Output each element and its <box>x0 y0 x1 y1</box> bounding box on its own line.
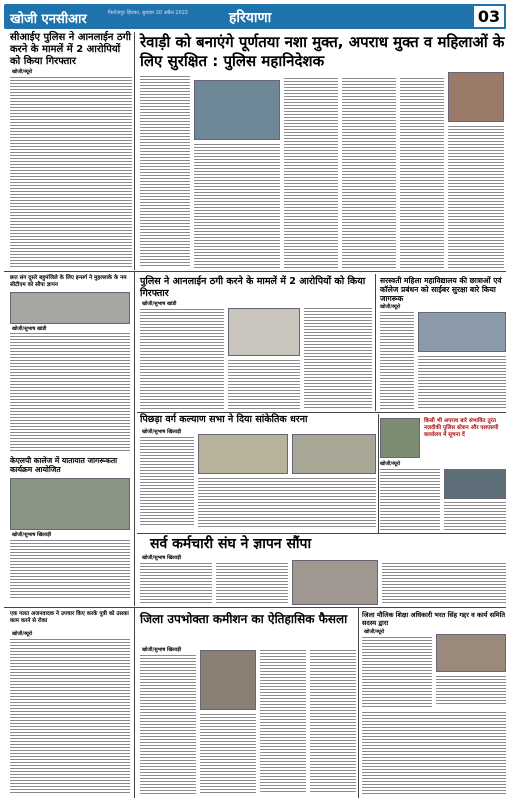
article-body <box>342 78 396 268</box>
article-body <box>140 309 224 409</box>
headline-nayak: किसी भी अपराध बारे संभावित तुरंत नज़दीकी पुलिस स्टेशन और एसएसपी कार्यालय में सूचना दें <box>424 418 499 438</box>
article-body <box>140 76 190 268</box>
byline: खोजी/सुभाष खिलाड़ी <box>12 532 52 538</box>
headline-dharna: पिछड़ा वर्ग कल्याण सभा ने दिया सांकेतिक धरना <box>140 414 308 425</box>
article-body <box>10 540 130 600</box>
article-body <box>362 712 506 794</box>
headline-cid: सीआईए पुलिस ने आनलाईन ठगी करने के मामलें में 2 आरोपियों को किया गिरफ्तार <box>10 32 131 67</box>
byline: खोजी/ब्यूरो <box>380 461 401 467</box>
article-body <box>198 478 376 528</box>
article-body <box>418 356 506 410</box>
article-body <box>362 637 432 707</box>
article-body <box>436 676 506 706</box>
article-body <box>216 563 288 605</box>
article-body <box>310 650 356 794</box>
event-photo <box>194 80 280 140</box>
byline: खोजी/ब्यूरो <box>12 69 33 75</box>
byline: खोजी/सुभाष खिलाड़ी <box>142 429 182 435</box>
brand-name: खोजी एनसीआर <box>10 12 87 27</box>
row-divider <box>137 412 506 413</box>
headline-saraswati: सरस्वती महिला महाविद्यालय की छात्राओं एवं कॉलेज प्रबंधन को साईबर सुरक्षा बारे किया जागरूक <box>380 276 502 303</box>
article-body <box>448 126 504 268</box>
row-divider <box>4 607 506 608</box>
headline-sarv: सर्व कर्मचारी संघ ने ज्ञापन सौंपा <box>150 536 312 552</box>
headline-thagi: पुलिस ने आनलाईन ठगी करने के मामलें में 2 आरोपियों को किया गिरफ्तार <box>140 276 366 299</box>
article-body <box>304 308 372 410</box>
college-photo <box>10 478 130 530</box>
article-body <box>194 144 280 268</box>
police-photo <box>444 469 506 499</box>
dharna-photo <box>292 434 376 474</box>
article-body <box>140 655 196 795</box>
article-body <box>444 502 506 530</box>
official-photo <box>200 650 256 710</box>
article-body <box>140 437 194 527</box>
article-body <box>380 469 440 531</box>
article-body <box>10 333 130 453</box>
column-divider <box>134 608 135 798</box>
byline: खोजी/ब्यूरो <box>380 304 401 310</box>
headline-college: केएलपी कालेज में यातायात जागरूकता कार्यक्रम आयोजित <box>10 456 118 475</box>
column-divider <box>358 608 359 798</box>
column-divider <box>134 32 135 270</box>
section-name: हरियाणा <box>229 10 272 26</box>
article-body <box>382 563 506 605</box>
headline-maulik: जिला मौलिक शिक्षा अधिकारी भरत सिंह गद्दर व कार्य समिति सदस्य द्वारा <box>362 611 506 628</box>
masthead <box>4 4 506 29</box>
article-body <box>10 77 132 267</box>
article-body <box>10 639 130 795</box>
column-divider <box>134 272 135 606</box>
college-photo <box>418 312 506 352</box>
byline: खोजी/सुभाष खांडी <box>142 301 177 307</box>
column-divider <box>375 274 376 411</box>
byline: खोजी/ब्यूरो <box>364 629 385 635</box>
dharna-photo <box>198 434 288 474</box>
headline-bottom-left: एक गलत अजनवादक ने उपचार किए करके पुत्री को उसका काम करने से रोका <box>10 611 129 624</box>
article-body <box>200 714 256 794</box>
page-number: 03 <box>472 4 506 29</box>
row-divider <box>137 533 506 534</box>
headline-water: छत्त संग दूसरे बहुमंजिले के लिए इन्सर्ग ने मुहल्लाके के नम सीटीएम को सौपा ज्ञापन <box>10 275 127 289</box>
article-body <box>140 563 212 605</box>
byline: खोजी/सुभाष खिलाड़ी <box>142 555 182 561</box>
headline-main: रेवाड़ी को बनाएंगे पूर्णतया नशा मुक्त, अपराध मुक्त व महिलाओं के लिए सुरक्षित : पुलिस महानिदेशक <box>140 33 505 70</box>
memorandum-photo <box>292 560 378 605</box>
article-body <box>284 78 338 268</box>
award-photo <box>436 634 506 672</box>
byline: खोजी/सुभाष खिलाड़ी <box>142 647 182 653</box>
article-body <box>260 650 306 794</box>
officer-photo <box>448 72 504 122</box>
officer-photo <box>380 418 420 458</box>
byline: खोजी/ब्यूरो <box>12 631 33 637</box>
row-divider <box>4 271 506 272</box>
article-body <box>380 312 414 410</box>
accused-photo <box>228 308 300 356</box>
column-divider <box>378 414 379 534</box>
byline: खोजी/सुभाष खांडी <box>12 326 47 332</box>
article-body <box>228 360 300 410</box>
article-body <box>400 78 444 268</box>
issue-date: फिरोजपुर झिरका, बुधवार 20 अप्रैल 2022 <box>108 10 189 16</box>
headline-consumer: जिला उपभोक्ता कमीशन का ऐतिहासिक फैसला <box>140 612 348 626</box>
photo <box>10 292 130 324</box>
